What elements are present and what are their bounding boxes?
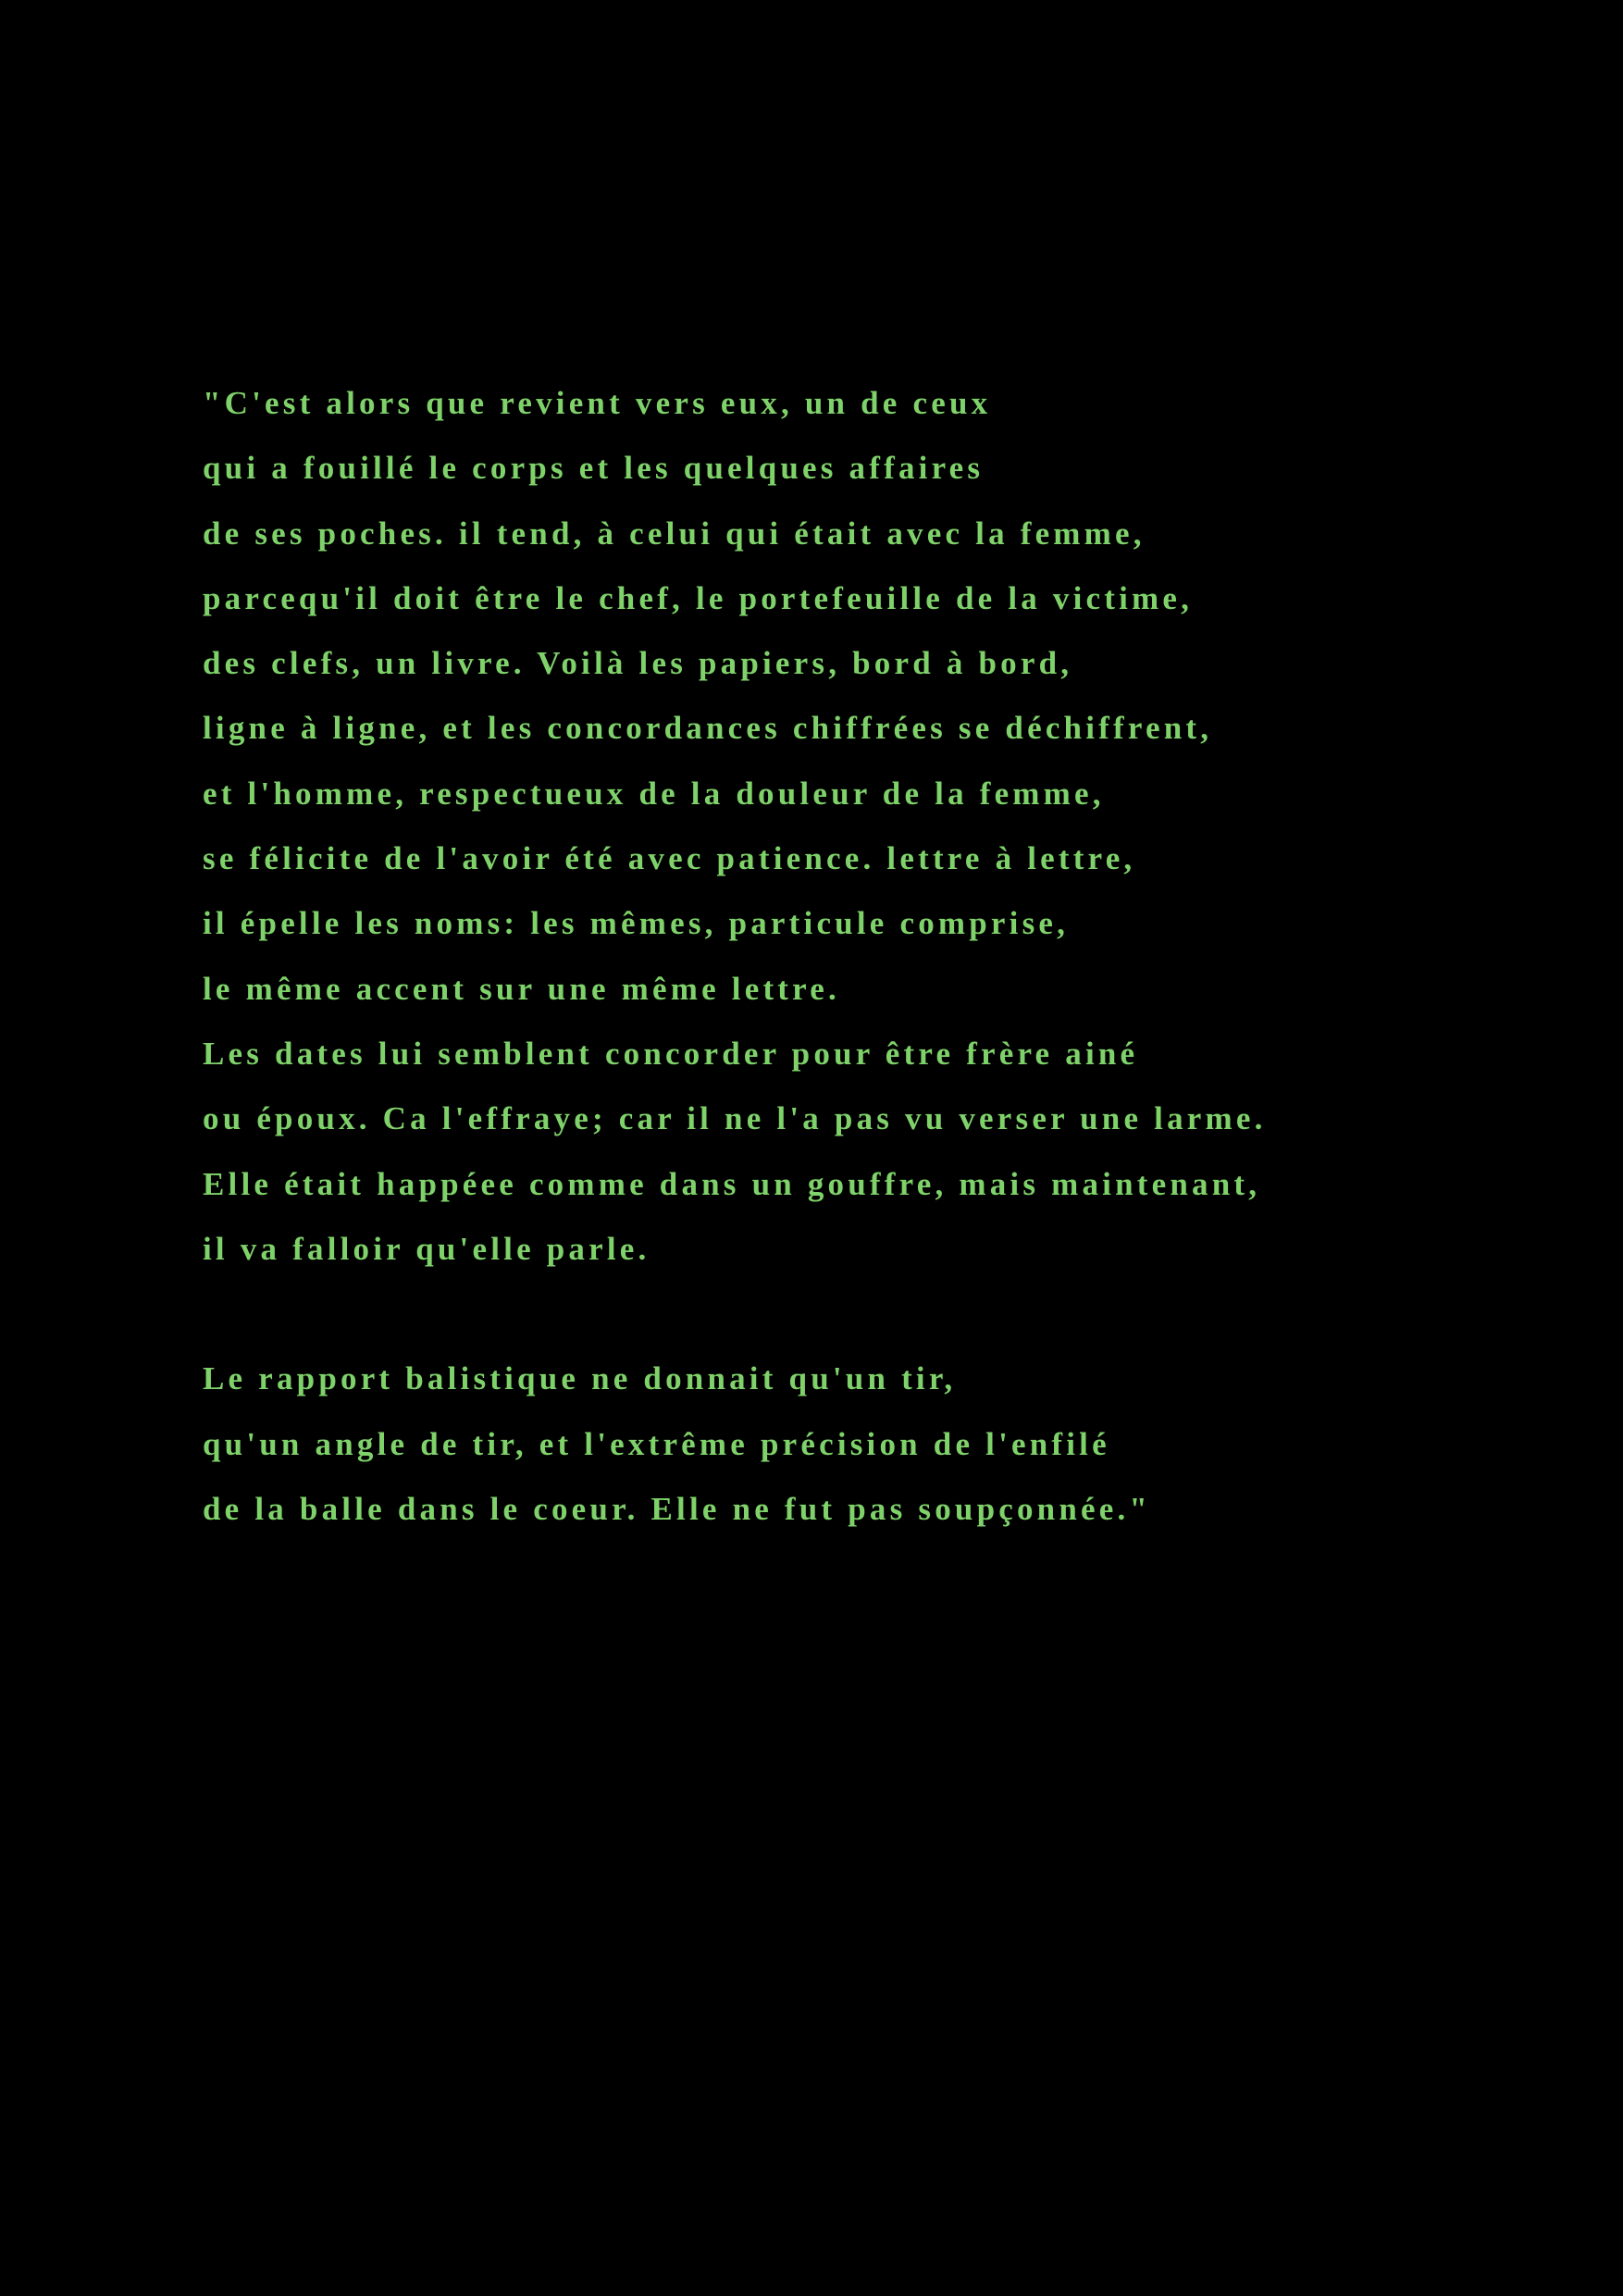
text-line: qui a fouillé le corps et les quelques affaires	[203, 450, 985, 487]
text-line: il va falloir qu'elle parle.	[203, 1230, 650, 1267]
text-line: qu'un angle de tir, et l'extrême précision de l'enfilé	[203, 1425, 1110, 1462]
text-line: de la balle dans le coeur. Elle ne fut pas soupçonnée."	[203, 1491, 1152, 1528]
text-line: ligne à ligne, et les concordances chiffrées se déchiffrent,	[203, 710, 1213, 747]
text-line: "C'est alors que revient vers eux, un de ceux	[203, 385, 992, 421]
text-line: de ses poches. il tend, à celui qui était avec la femme,	[203, 515, 1146, 552]
text-line: se félicite de l'avoir été avec patience. lettre à lettre,	[203, 840, 1136, 877]
stanza-break	[203, 1282, 1591, 1347]
text-line: Les dates lui semblent concorder pour être frère ainé	[203, 1035, 1139, 1072]
stanza-2	[203, 1347, 1591, 1542]
text-line: ou époux. Ca l'effraye; car il ne l'a pas vu verser une larme.	[203, 1100, 1267, 1137]
text-line: parcequ'il doit être le chef, le portefeuille de la victime,	[203, 579, 1194, 616]
text-line: le même accent sur une même lettre.	[203, 970, 840, 1007]
text-line: des clefs, un livre. Voilà les papiers, bord à bord,	[203, 645, 1073, 682]
text-line: et l'homme, respectueux de la douleur de la femme,	[203, 775, 1105, 812]
stanza-1	[203, 371, 1591, 1282]
text-line: il épelle les noms: les mêmes, particule comprise,	[203, 905, 1070, 942]
poem-text	[203, 371, 1591, 1542]
text-line: Le rapport balistique ne donnait qu'un tir,	[203, 1360, 957, 1397]
text-line: Elle était happéee comme dans un gouffre, mais maintenant,	[203, 1165, 1261, 1202]
